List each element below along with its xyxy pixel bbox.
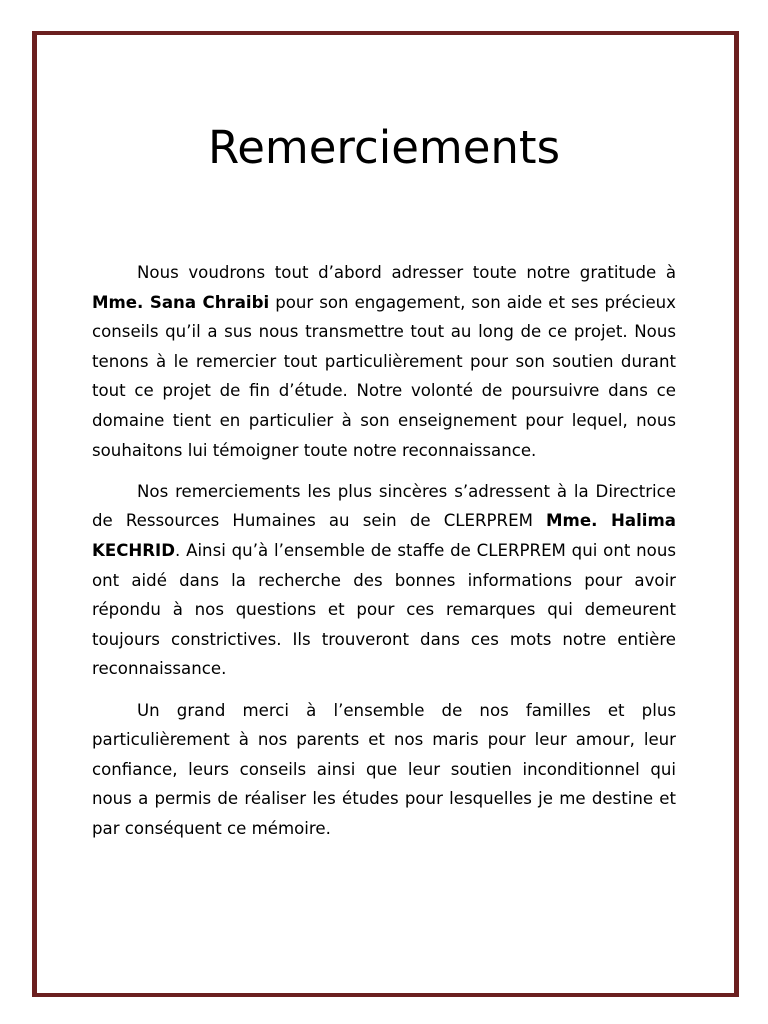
paragraph-1-text-end: pour son engagement, son aide et ses précieux conseils qu’il a sus nous transmettre tout au long de ce projet. Nous tenons à le remercier tout particulièrement pour son soutien durant tout ce projet de fin d’étude. Notre volonté de poursuivre dans ce domaine tient en particulier à son enseignement pour lequel, nous souhaitons lui témoigner toute notre reconnaissance. [92,292,676,460]
paragraph-1-text-start: Nous voudrons tout d’abord adresser toute notre gratitude à [137,263,676,282]
page-title: Remerciements [207,121,561,174]
paragraph-1 [92,258,676,465]
paragraph-2-text-start: Nos remerciements les plus sincères s’adressent à la Directrice de Ressources Humaines au sein de CLERPREM [92,481,676,531]
paragraph-1-name: Mme. Sana Chraibi [92,292,270,312]
body-text [92,258,676,855]
paragraph-3: Un grand merci à l’ensemble de nos familles et plus particulièrement à nos parents et nos maris pour leur amour, leur confiance, leurs conseils ainsi que leur soutien inconditionnel qui nous a permis de réaliser les études pour lesquelles je me destine et par conséquent ce mémoire. [92,700,676,838]
paragraph-2 [92,477,676,684]
paragraph-2-name: Mme. Halima KECHRID [92,511,676,560]
paragraph-2-text-end: . Ainsi qu’à l’ensemble de staffe de CLERPREM qui ont nous ont aidé dans la recherche des bonnes informations pour avoir répondu à nos questions et pour ces remarques qui demeurent toujours constrictives. Ils trouveront dans ces mots notre entière reconnaissance. [92,540,676,679]
